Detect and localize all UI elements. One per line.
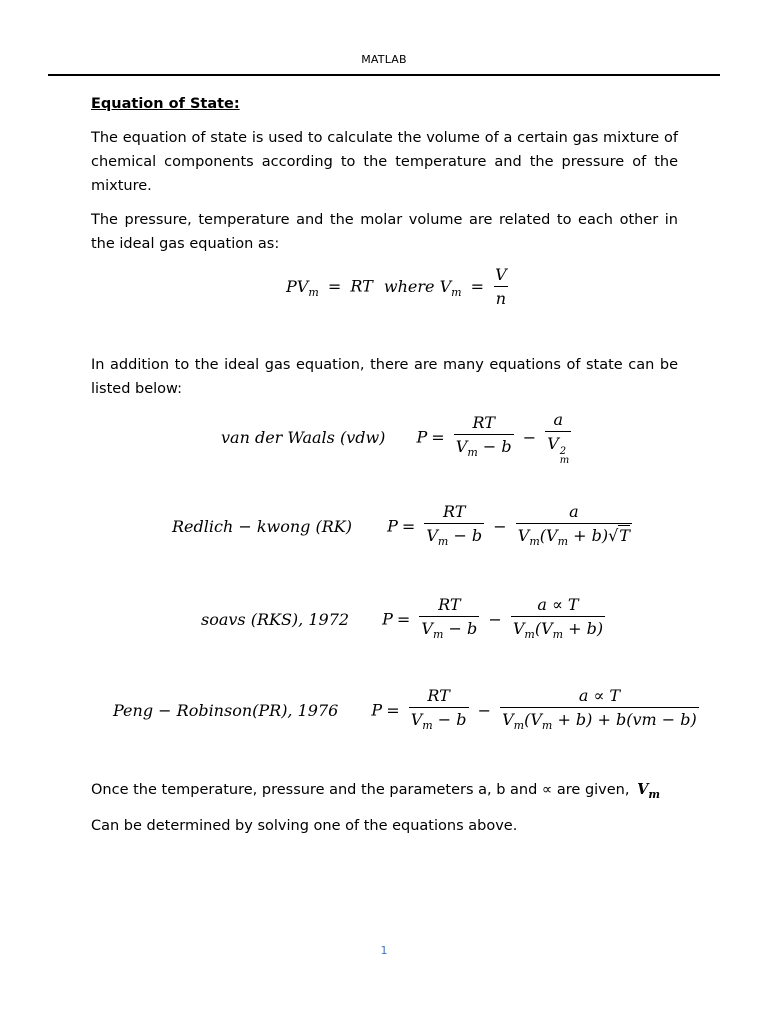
- ideal-gas-rhs: RT: [350, 276, 373, 296]
- ideal-gas-lhs: $PV_m$: [286, 276, 319, 299]
- header-rule: [48, 74, 720, 76]
- equation-name: van der Waals (vdw): [221, 427, 386, 447]
- equation-rk: Redlich − kwong (RK) P = $\frac{RT}{V_m - b}$ − $\frac{a}{V_m(V_m + b)√T}$: [172, 503, 632, 551]
- paragraph-intro: The equation of state is used to calculate the volume of a certain gas mixture of chemical components according to the temperature and the pressure of the mixture.: [91, 130, 678, 194]
- equation-name: Redlich − kwong (RK): [172, 516, 352, 536]
- equation-name: soavs (RKS), 1972: [201, 609, 350, 629]
- ideal-gas-where: where $V_m$: [383, 276, 462, 299]
- ideal-gas-fraction: $\frac{V}{n}$: [495, 265, 507, 308]
- page-number: 1: [380, 944, 388, 957]
- equation-rks: soavs (RKS), 1972 P = $\frac{RT}{V_m - b}$ − $\frac{a \propto T}{V_m(V_m + b)}$: [201, 596, 605, 644]
- paragraph-conclusion: Can be determined by solving one of the equations above.: [91, 818, 518, 834]
- running-header: MATLAB: [361, 53, 407, 66]
- equation-vdw: van der Waals (vdw) P = $\frac{RT}{V_m - b}$ − a V 2 m: [221, 410, 570, 466]
- ideal-gas-equation: $PV_m$ = RT where $V_m$ = $\frac{V}{n}$: [286, 265, 507, 308]
- paragraph-parameters: Once the temperature, pressure and the parameters a, b and ∝ are given, $V_m$: [91, 781, 660, 801]
- paragraph-ideal-gas: The pressure, temperature and the molar volume are related to each other in the ideal gas equation as:: [91, 212, 678, 252]
- vm-symbol: $V_m$: [637, 781, 660, 801]
- section-heading: Equation of State:: [91, 96, 240, 112]
- equation-pr: Peng − Robinson(PR), 1976 P = $\frac{RT}{V_m - b}$ − $\frac{a \propto T}{V_m(V_m + b) + b(vm - b)}$: [113, 687, 699, 735]
- equation-name: Peng − Robinson(PR), 1976: [113, 700, 339, 720]
- paragraph-eos-list: In addition to the ideal gas equation, there are many equations of state can be listed below:: [91, 357, 678, 397]
